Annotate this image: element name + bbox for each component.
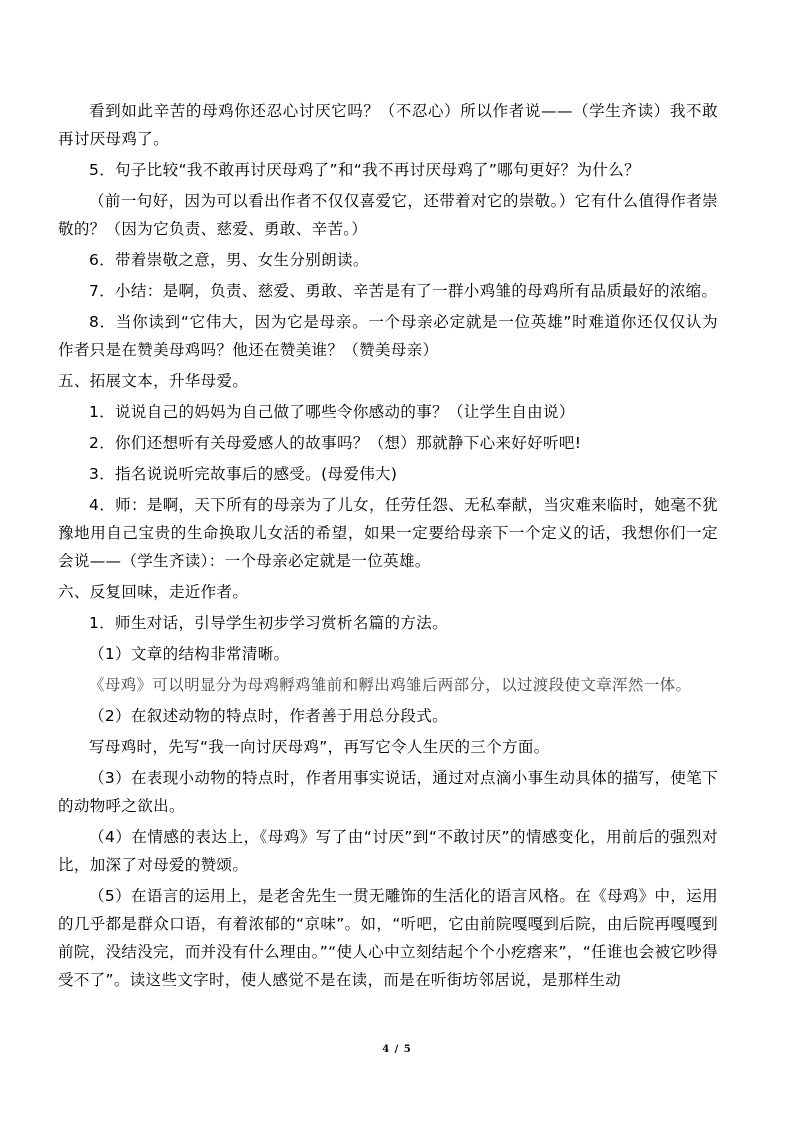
paragraph: 7．小结：是啊，负责、慈爱、勇敢、辛苦是有了一群小鸡雏的母鸡所有品质最好的浓缩。	[89, 282, 718, 300]
paragraph: （4）在情感的表达上，《母鸡》写了由“讨厌”到“不敢讨厌”的情感变化，用前后的强烈对比，加深了对母爱的赞颂。	[58, 828, 718, 874]
paragraph: 2．你们还想听有关母爱感人的故事吗？（想）那就静下心来好好听吧!	[89, 434, 582, 452]
section-heading: 五、拓展文本，升华母爱。	[58, 372, 249, 390]
paragraph: 写母鸡时，先写“我一向讨厌母鸡”，再写它令人生厌的三个方面。	[89, 738, 550, 756]
paragraph: （前一句好，因为可以看出作者不仅仅喜爱它，还带着对它的崇敬。）它有什么值得作者崇敬的？（因为它负责、慈爱、勇敢、辛苦。）	[58, 192, 718, 238]
paragraph: （2）在叙述动物的特点时，作者善于用总分段式。	[89, 707, 448, 725]
paragraph: 1．师生对话，引导学生初步学习赏析名篇的方法。	[89, 614, 448, 632]
paragraph: （3）在表现小动物的特点时，作者用事实说话，通过对点滴小事生动具体的描写，使笔下的动物呼之欲出。	[58, 769, 718, 815]
paragraph: （5）在语言的运用上，是老舍先生一贯无雕饰的生活化的语言风格。在《母鸡》中，运用的几乎都是群众口语，有着浓郁的“京味”。如，“听吧，它由前院嘎嘎到后院，由后院再嘎嘎到前院，没结没完，而并没有什么理由。”“使人心中立刻结起个个小疙瘩来”，“任谁也会被它吵得受不了”。读这些文字时，使人感觉不是在读，而是在听街坊邻居说，是那样生动	[58, 887, 718, 989]
paragraph: 5．句子比较“我不敢再讨厌母鸡了”和“我不再讨厌母鸡了”哪句更好？为什么？	[89, 161, 640, 179]
paragraph: 1．说说自己的妈妈为自己做了哪些令你感动的事？（让学生自由说）	[89, 403, 575, 421]
document-body	[58, 97, 718, 997]
paragraph: 看到如此辛苦的母鸡你还忍心讨厌它吗？（不忍心）所以作者说——（学生齐读）我不敢再讨厌母鸡了。	[58, 102, 718, 148]
paragraph: 6．带着崇敬之意，男、女生分别朗读。	[89, 251, 369, 269]
paragraph: 3．指名说说听完故事后的感受。(母爱伟大)	[89, 465, 398, 483]
paragraph: 8．当你读到“它伟大，因为它是母亲。一个母亲必定就是一位英雄”时难道你还仅仅认为作者只是在赞美母鸡吗？他还在赞美谁？（赞美母亲）	[58, 313, 718, 359]
paragraph: （1）文章的结构非常清晰。	[89, 645, 290, 663]
page-number: 4 / 5	[382, 1044, 412, 1055]
paragraph: 《母鸡》可以明显分为母鸡孵鸡雏前和孵出鸡雏后两部分，以过渡段使文章浑然一体。	[89, 676, 692, 694]
paragraph: 4．师：是啊，天下所有的母亲为了儿女，任劳任怨、无私奉献，当灾难来临时，她毫不犹豫地用自己宝贵的生命换取儿女活的希望，如果一定要给母亲下一个定义的话，我想你们一定会说——（学生齐读）：一个母亲必定就是一位英雄。	[58, 496, 718, 570]
section-heading: 六、反复回味，走近作者。	[58, 583, 249, 601]
